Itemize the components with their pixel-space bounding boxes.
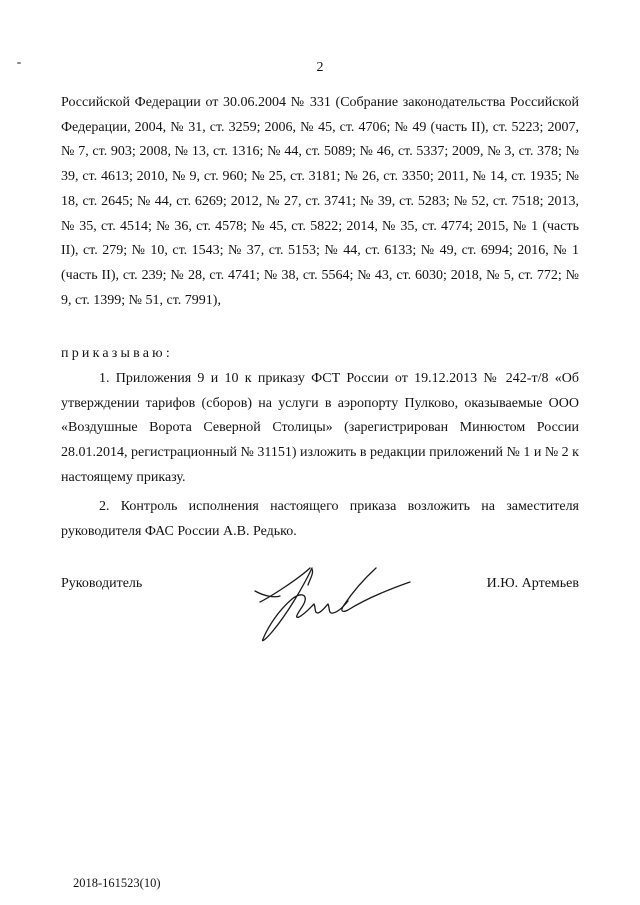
signatory-role: Руководитель bbox=[61, 576, 143, 591]
document-number: 2018-161523(10) bbox=[73, 876, 161, 890]
legal-references-paragraph: Российской Федерации от 30.06.2004 № 331 (Собрание законодательства Российской Федерации, 2004, № 31, ст. 3259; 2006, № 45, ст. 4706; № 49 (часть II), ст. 5223; 2007, № 7, ст. 903; 2008, № 13, ст. 1316; № 44, ст. 5089; № 46, ст. 5337; 2009, № 3, ст. 378; № 39, ст. 4613; 2010, № 9, ст. 960; № 25, ст. 3181; № 26, ст. 3350; 2011, № 14, ст. 1935; № 18, ст. 2645; № 44, ст. 6269; 2012, № 27, ст. 3741; № 39, ст. 5283; № 52, ст. 7518; 2013, № 35, ст. 4514; № 36, ст. 4578; № 45, ст. 5822; 2014, № 35, ст. 4774; 2015, № 1 (часть II), ст. 279; № 10, ст. 1543; № 37, ст. 5153; № 44, ст. 6133; № 49, ст. 6994; 2016, № 1 (часть II), ст. 239; № 28, ст. 4741; № 38, ст. 5564; № 43, ст. 6030; 2018, № 5, ст. 772; № 9, ст. 1399; № 51, ст. 7991), bbox=[61, 95, 579, 308]
signatory-name: И.Ю. Артемьев bbox=[486, 576, 579, 591]
page-number: 2 bbox=[316, 60, 324, 75]
handwritten-signature bbox=[252, 555, 417, 647]
order-item-2: 2. Контроль исполнения настоящего приказа возложить на заместителя руководителя ФАС России А.В. Редько. bbox=[61, 499, 579, 539]
order-word: приказываю: bbox=[61, 346, 173, 361]
order-item-1: 1. Приложения 9 и 10 к приказу ФСТ России от 19.12.2013 № 242-т/8 «Об утверждении тарифов (сборов) на услуги в аэропорту Пулково, оказываемые ООО «Воздушные Ворота Северной Столицы» (зарегистрирован Минюстом России 28.01.2014, регистрационный № 31151) изложить в редакции приложений № 1 и № 2 к настоящему приказу. bbox=[61, 371, 579, 485]
